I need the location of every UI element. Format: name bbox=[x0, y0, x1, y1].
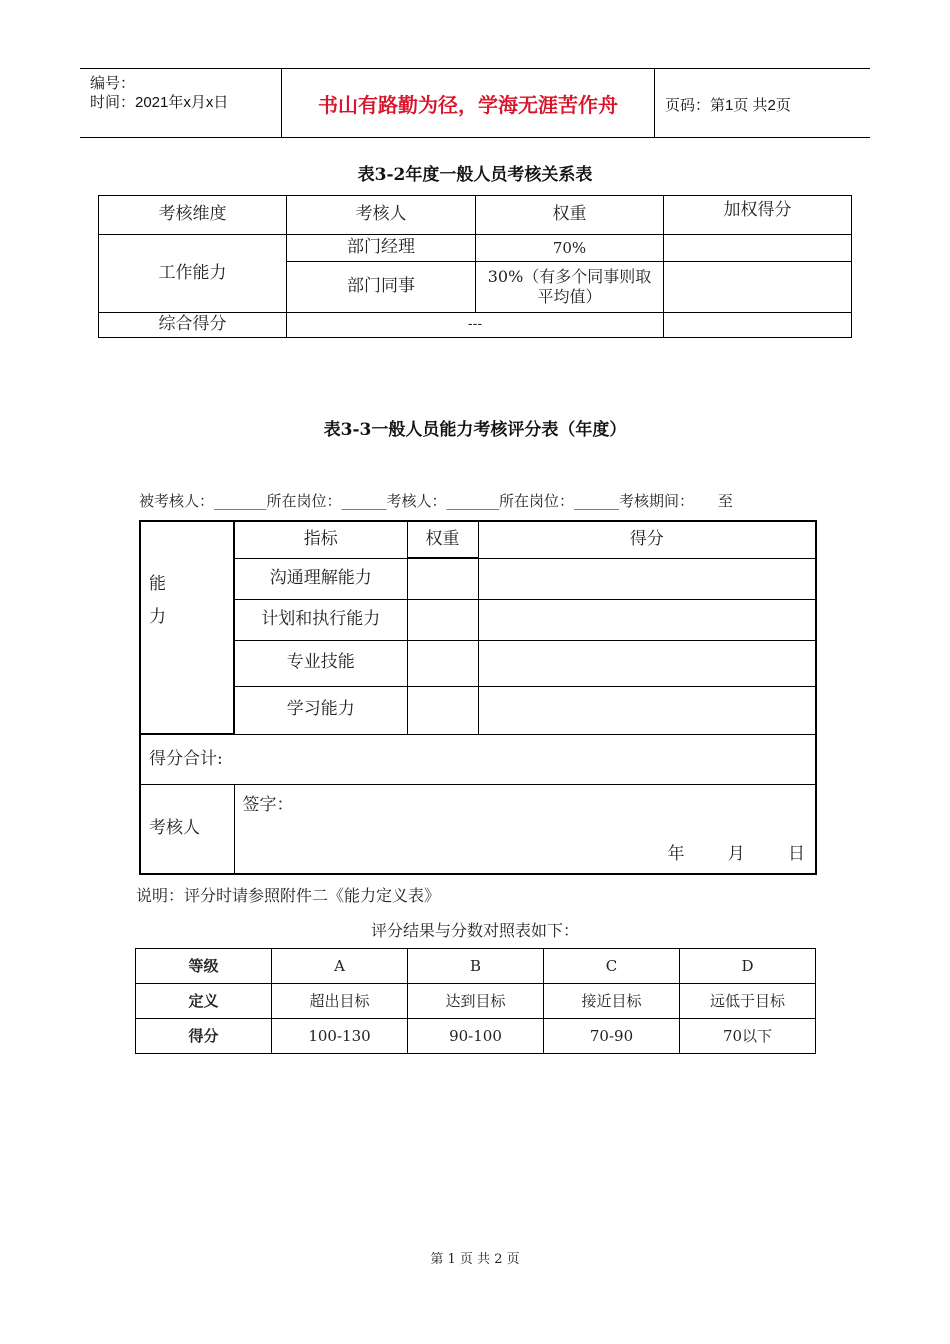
total-label-cell: 综合得分 bbox=[99, 313, 287, 338]
ability-category-cell bbox=[140, 521, 234, 734]
table-row bbox=[136, 984, 816, 1019]
table-row bbox=[140, 599, 816, 640]
indicator-cell: 学习能力 bbox=[234, 686, 407, 734]
category-char: 力 bbox=[149, 607, 166, 628]
grade-cell: B bbox=[408, 949, 544, 984]
document-number-label: 编号： bbox=[90, 75, 136, 92]
score-range-cell: 90-100 bbox=[408, 1019, 544, 1054]
table-row bbox=[136, 1019, 816, 1054]
indicator-cell: 专业技能 bbox=[234, 640, 407, 686]
table-row bbox=[140, 558, 816, 599]
score-range-cell: 100-130 bbox=[272, 1019, 408, 1054]
assessor-cell: 部门同事 bbox=[287, 262, 476, 313]
table-row bbox=[140, 734, 816, 784]
header-page-label: 页码：第1页 共2页 bbox=[665, 97, 791, 114]
table-row bbox=[136, 949, 816, 984]
indicator-cell: 沟通理解能力 bbox=[234, 558, 407, 599]
table-header-row bbox=[140, 521, 816, 558]
table-row bbox=[140, 686, 816, 734]
indicator-cell: 计划和执行能力 bbox=[234, 599, 407, 640]
table32-title: 表3-2年度一般人员考核关系表 bbox=[357, 165, 593, 185]
instruction-note: 说明：评分时请参照附件二《能力定义表》 bbox=[136, 886, 441, 905]
weighted-score-cell[interactable] bbox=[664, 235, 852, 262]
sign-label: 签字： bbox=[242, 794, 294, 815]
grade-table-intro: 评分结果与分数对照表如下： bbox=[370, 921, 579, 940]
weight-input-cell[interactable] bbox=[407, 558, 478, 599]
header-cell: 加权得分 bbox=[664, 196, 852, 235]
assessor-cell: 部门经理 bbox=[287, 235, 476, 262]
grade-mapping-table bbox=[135, 948, 816, 1054]
table-row bbox=[99, 235, 852, 262]
grade-cell: C bbox=[544, 949, 680, 984]
score-input-cell[interactable] bbox=[478, 686, 816, 734]
table-row bbox=[140, 640, 816, 686]
row-header-cell: 定义 bbox=[136, 984, 272, 1019]
page-footer: 第 1 页 共 2 页 bbox=[430, 1252, 520, 1267]
header-cell: 权重 bbox=[476, 196, 664, 235]
weight-input-cell[interactable] bbox=[407, 686, 478, 734]
definition-cell: 达到目标 bbox=[408, 984, 544, 1019]
weight-cell: 70% bbox=[476, 235, 664, 262]
weight-cell: 30%（有多个同事则取平均值） bbox=[476, 262, 664, 313]
table-row bbox=[140, 784, 816, 874]
weighted-score-cell[interactable] bbox=[664, 262, 852, 313]
table-row bbox=[99, 313, 852, 338]
definition-cell: 接近目标 bbox=[544, 984, 680, 1019]
score-input-cell[interactable] bbox=[478, 640, 816, 686]
header-cell: 得分 bbox=[478, 521, 816, 558]
score-range-cell: 70以下 bbox=[680, 1019, 816, 1054]
header-cell: 考核人 bbox=[287, 196, 476, 235]
weight-input-cell[interactable] bbox=[407, 640, 478, 686]
assessment-relation-table bbox=[98, 195, 852, 338]
total-score-cell[interactable] bbox=[664, 313, 852, 338]
signature-cell[interactable] bbox=[234, 784, 816, 874]
header-cell: 考核维度 bbox=[99, 196, 287, 235]
grade-cell: A bbox=[272, 949, 408, 984]
header-divider bbox=[654, 69, 655, 137]
definition-cell: 超出目标 bbox=[272, 984, 408, 1019]
weight-input-cell[interactable] bbox=[407, 599, 478, 640]
header-cell: 权重 bbox=[407, 521, 478, 558]
row-header-cell: 得分 bbox=[136, 1019, 272, 1054]
grade-cell: D bbox=[680, 949, 816, 984]
score-range-cell: 70-90 bbox=[544, 1019, 680, 1054]
document-date-label: 时间：2021年x月x日 bbox=[90, 94, 229, 111]
assessor-label-cell: 考核人 bbox=[140, 784, 234, 874]
header-motto: 书山有路勤为径，学海无涯苦作舟 bbox=[318, 93, 618, 117]
score-input-cell[interactable] bbox=[478, 599, 816, 640]
score-total-cell[interactable]: 得分合计: bbox=[140, 734, 816, 784]
score-input-cell[interactable] bbox=[478, 558, 816, 599]
sign-date-label: 年 月 日 bbox=[667, 843, 805, 864]
document-header bbox=[80, 68, 870, 138]
total-value-cell: --- bbox=[287, 313, 664, 338]
dimension-cell: 工作能力 bbox=[99, 235, 287, 313]
ability-score-table bbox=[139, 520, 817, 875]
table-header-row bbox=[99, 196, 852, 235]
definition-cell: 远低于目标 bbox=[680, 984, 816, 1019]
header-cell: 指标 bbox=[234, 521, 407, 558]
assessment-info-line: 被考核人：_______所在岗位：______考核人：_______所在岗位：______考核期间： 至 bbox=[139, 492, 733, 510]
table33-title: 表3-3一般人员能力考核评分表（年度） bbox=[323, 420, 627, 440]
category-char: 能 bbox=[149, 574, 166, 594]
row-header-cell: 等级 bbox=[136, 949, 272, 984]
